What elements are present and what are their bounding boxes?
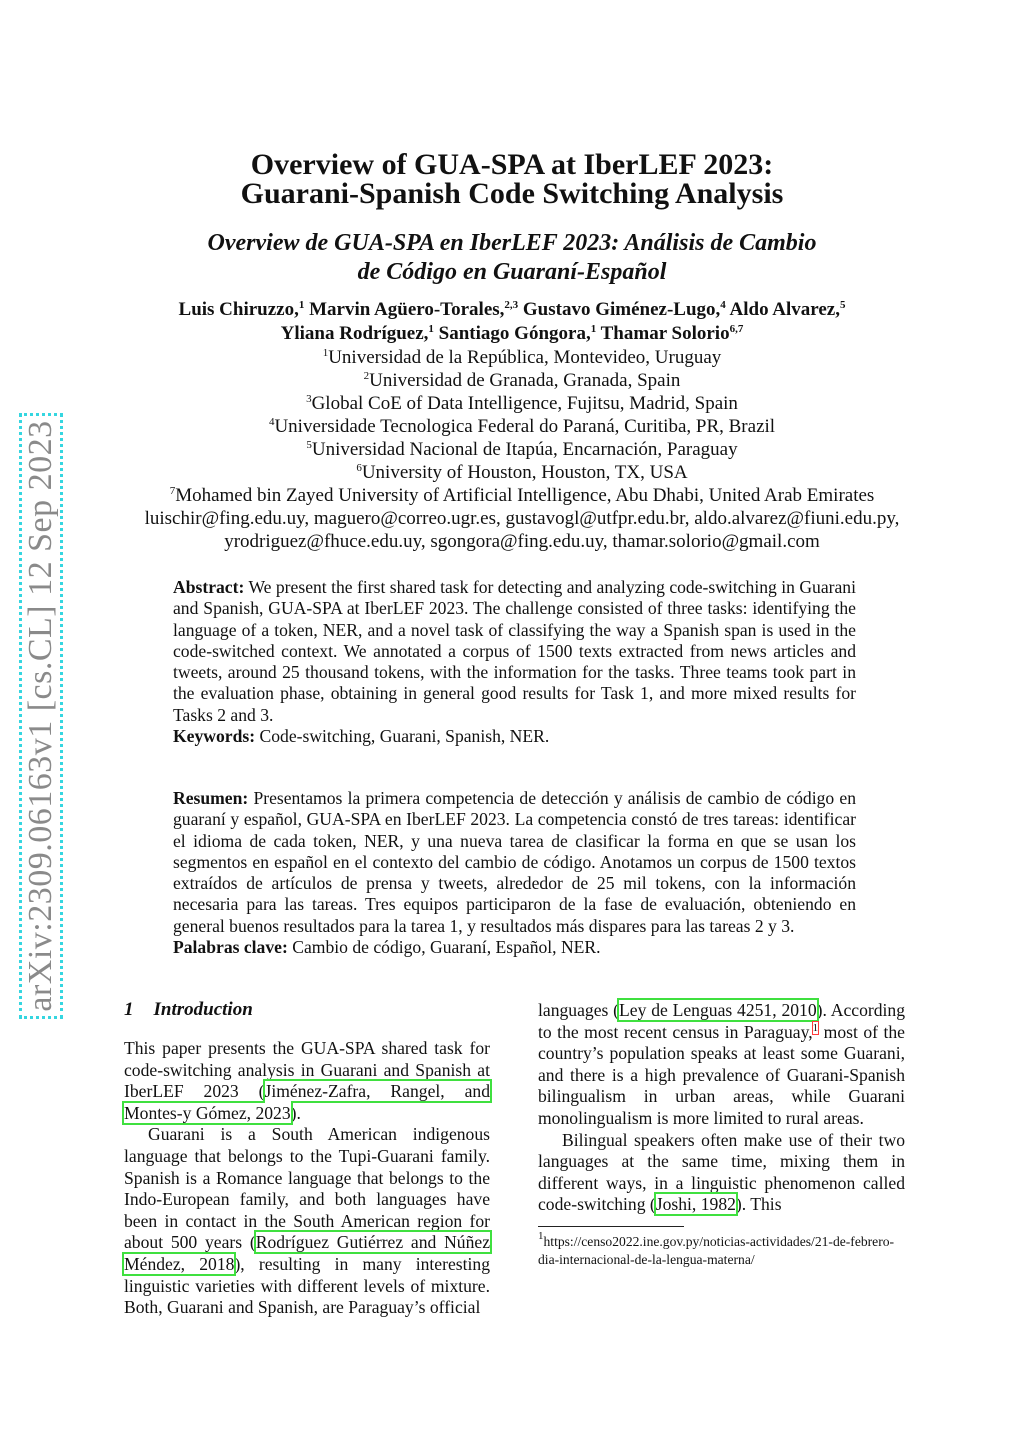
abstract-paragraph [173,577,856,726]
affiliation: $^5$Universidad Nacional de Itapúa, Encarnación, Paraguay [306,439,738,460]
intro-paragraph-2-continued: languages (Ley de Lenguas 4251, 2010). According to the most recent census in Paraguay,$^1$ most of the country’s population speaks at least some Guarani, and there is a high prevalence of Guarani-Spanish bilingualism in urban areas, while Guarani monolingualism is more limited to rural areas. [538,1000,905,1128]
author: Aldo Alvarez,$^5$ [729,299,846,320]
author: Gustavo Giménez-Lugo,$^4$ [522,299,726,320]
footnote-reference-link[interactable]: 1 [812,1021,819,1034]
author-list [60,298,964,346]
arxiv-identifier: arXiv:2309.06163v1 [cs.CL] 12 Sep 2023 [22,420,59,1012]
palabras-clave [173,937,856,958]
author: Santiago Góngora,$^1$ [438,323,597,344]
footnote-mark: 1 [538,1229,544,1242]
affiliation: $^4$Universidade Tecnologica Federal do Paraná, Curitiba, PR, Brazil [268,416,776,437]
citation-link[interactable]: Ley de Lenguas 4251, 2010 [619,1000,817,1020]
palabras-clave-text: Cambio de código, Guaraní, Español, NER. [292,937,601,958]
abstract-english [173,577,856,747]
section-title: Introduction [153,999,253,1020]
affiliation: $^2$Universidad de Granada, Granada, Spain [363,370,681,391]
intro-paragraph-3: Bilingual speakers often make use of their two languages at the same time, mixing them in different ways, in a linguistic phenomenon called code-switching (Joshi, 1982). This [538,1129,905,1215]
affiliation: $^6$University of Houston, Houston, TX, USA [356,462,688,483]
author-line-2 [60,322,964,346]
author: Yliana Rodríguez,$^1$ [280,323,434,344]
paper-subtitle [0,229,1024,287]
keywords-text: Code-switching, Guarani, Spanish, NER. [259,726,550,747]
author: Thamar Solorio$^{6,7}$ [600,323,744,344]
arxiv-stamp [19,413,63,1019]
affiliation: $^1$Universidad de la República, Montevideo, Uruguay [322,347,722,368]
left-column [124,998,490,1319]
subtitle-line-1: Overview de GUA-SPA en IberLEF 2023: Análisis de Cambio [207,230,817,256]
intro-paragraph-1: This paper presents the GUA-SPA shared task for code-switching analysis in Guarani and Spanish at IberLEF 2023 (Jiménez-Zafra, Rangel, and Montes-y Gómez, 2023). [124,1038,490,1123]
citation-link[interactable]: Rodríguez Gutiérrez and Núñez Méndez, 2018 [124,1232,490,1274]
abstract-spanish [173,788,856,958]
section-heading-introduction [124,998,490,1022]
right-column [538,1000,905,1269]
keywords-label: Keywords: [173,726,256,747]
affiliation: $^7$Mohamed bin Zayed University of Artificial Intelligence, Abu Dhabi, United Arab Emirates [169,485,875,506]
abstract-label: Abstract: [173,577,245,597]
citation-link[interactable]: Joshi, 1982 [655,1194,736,1215]
author: Luis Chiruzzo,$^1$ [178,299,305,320]
footnote-divider [538,1226,684,1227]
affiliation-list [60,346,984,553]
title-line-1: Overview of GUA-SPA at IberLEF 2023: [250,148,774,181]
footnote-url[interactable]: https://censo2022.ine.gov.py/noticias-actividades/21-de-febrero-dia-internacional-de-la-lengua-materna/ [538,1233,895,1267]
palabras-clave-label: Palabras clave: [173,937,288,958]
author-line-1 [60,298,964,322]
intro-paragraph-2: Guarani is a South American indigenous language that belongs to the Tupi-Guarani family. Spanish is a Romance language that belongs to the Indo-European family, and both languages have been in contact in the South American region for about 500 years (Rodríguez Gutiérrez and Núñez Méndez, 2018), resulting in many interesting linguistic varieties with different levels of mixture. Both, Guarani and Spanish, are Paraguay’s official [124,1124,490,1318]
email-line-2: yrodriguez@fhuce.edu.uy, sgongora@fing.edu.uy, thamar.solorio@gmail.com [224,531,820,552]
subtitle-line-2: de Código en Guaraní-Español [357,259,667,285]
affiliation: $^3$Global CoE of Data Intelligence, Fujitsu, Madrid, Spain [306,393,738,414]
footnote [538,1229,905,1269]
resumen-text: Presentamos la primera competencia de detección y análisis de cambio de código en guaraní y español, GUA-SPA en IberLEF 2023. La competencia constó de tres tareas: identificar el idioma de cada token, NER, y una nueva tarea de clasificar la forma en que se usan los segmentos en español en el contexto del cambio de código. Anotamos un corpus de 1500 textos extraídos de artículos de prensa y tweets, alrededor de 25 mil tokens, con la información necesaria para las tareas. Tres equipos participaron de la fase de evaluación, obteniendo en general buenos resultados para la tarea 1, y resultados más dispares para las tareas 2 y 3. [173,788,856,936]
section-number: 1 [124,999,134,1020]
resumen-paragraph [173,788,856,937]
title-line-2: Guarani-Spanish Code Switching Analysis [240,177,784,210]
email-line-1: luischir@fing.edu.uy, maguero@correo.ugr.es, gustavogl@utfpr.edu.br, aldo.alvarez@fiuni.edu.py, [144,508,900,529]
citation-link[interactable]: Jiménez-Zafra, Rangel, and Montes-y Gómez, 2023 [124,1081,490,1123]
abstract-text: We present the first shared task for detecting and analyzing code-switching in Guarani and Spanish, GUA-SPA at IberLEF 2023. The challenge consisted of three tasks: identifying the language of a token, NER, and a novel task of classifying the way a Spanish span is used in the code-switched context. We annotated a corpus of 1500 texts extracted from news articles and tweets, around 25 thousand tokens, with the information for the tasks. Three teams took part in the evaluation phase, obtaining in general good results for Task 1, and more mixed results for Tasks 2 and 3. [173,577,856,725]
paper-title [0,150,1024,208]
keywords [173,726,856,747]
author: Marvin Agüero-Torales,$^{2,3}$ [309,299,519,320]
resumen-label: Resumen: [173,788,249,808]
